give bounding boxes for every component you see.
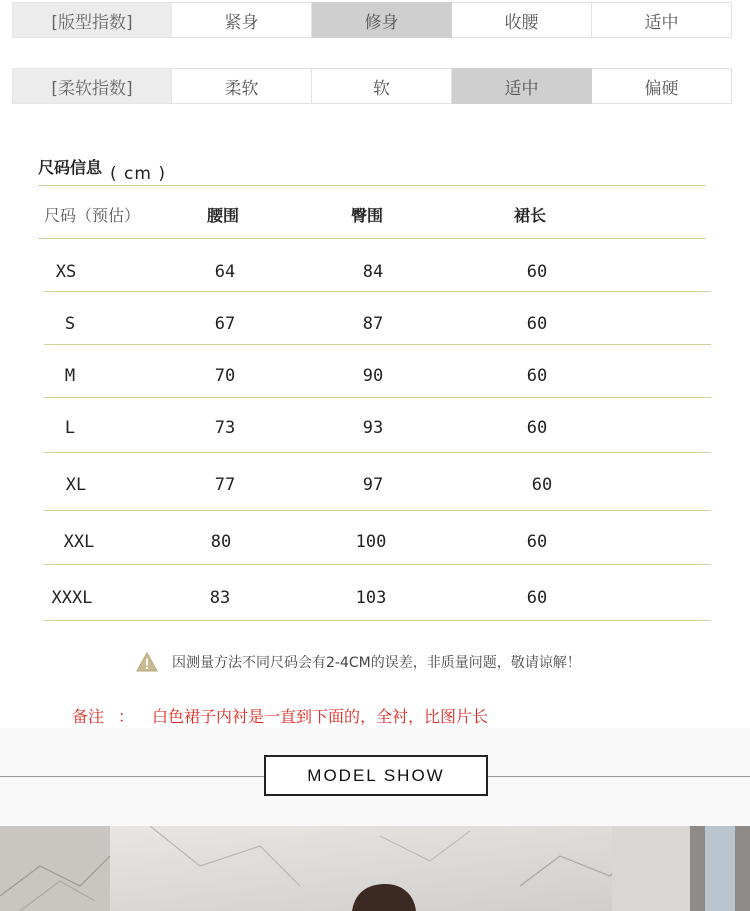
size-row-s-hip: 87 — [362, 314, 384, 334]
column-header-hip: 臀围 — [351, 206, 384, 225]
size-row-m-size: M — [64, 366, 76, 386]
remark-note — [72, 704, 488, 727]
row-divider — [44, 397, 711, 398]
softness-option-firm: 偏硬 — [592, 68, 732, 104]
softness-index-bar — [12, 68, 732, 104]
model-photo — [0, 826, 750, 911]
size-row-l-hip: 93 — [362, 418, 384, 438]
size-row-xxl-skirt-length: 60 — [526, 532, 548, 552]
size-row-m-waist: 70 — [214, 366, 236, 386]
warning-triangle-icon — [136, 652, 158, 672]
softness-option-very-soft: 柔软 — [172, 68, 312, 104]
header-divider — [38, 238, 706, 239]
softness-index-label: [柔软指数] — [12, 68, 172, 104]
fit-index-bar — [12, 2, 732, 38]
warning-text: 因测量方法不同尺码会有2-4CM的误差，非质量问题，敬请谅解！ — [172, 655, 581, 671]
size-row-l-waist: 73 — [214, 418, 236, 438]
fit-option-tight: 紧身 — [172, 2, 312, 38]
size-info-unit: ( cm ) — [110, 164, 166, 184]
row-divider — [44, 452, 711, 453]
size-row-xs-skirt-length: 60 — [526, 262, 548, 282]
size-row-xs-hip: 84 — [362, 262, 384, 282]
size-row-xxl-waist: 80 — [210, 532, 232, 552]
row-divider — [44, 564, 711, 565]
fit-option-regular: 适中 — [592, 2, 732, 38]
fit-option-slim: 修身 — [312, 2, 452, 38]
size-row-xs-size: XS — [55, 262, 77, 282]
row-divider — [44, 291, 711, 292]
size-row-xl-skirt-length: 60 — [531, 475, 553, 495]
size-row-xxxl-waist: 83 — [209, 588, 231, 608]
size-info-title — [38, 155, 166, 184]
column-header-waist: 腰围 — [207, 206, 240, 225]
size-row-xxl-hip: 100 — [355, 532, 387, 552]
row-divider — [44, 620, 711, 621]
row-divider — [44, 510, 711, 511]
size-row-s-size: S — [64, 314, 76, 334]
size-row-xxxl-hip: 103 — [355, 588, 387, 608]
size-row-xxl-size: XXL — [63, 532, 95, 552]
size-row-xs-waist: 64 — [214, 262, 236, 282]
row-divider — [44, 344, 711, 345]
table-top-divider — [38, 185, 706, 186]
size-row-m-hip: 90 — [362, 366, 384, 386]
fit-option-waisted: 收腰 — [452, 2, 592, 38]
size-row-xl-waist: 77 — [214, 475, 236, 495]
fit-index-label: [版型指数] — [12, 2, 172, 38]
size-row-xl-size: XL — [65, 475, 87, 495]
measurement-warning — [136, 652, 581, 672]
softness-option-soft: 软 — [312, 68, 452, 104]
size-row-s-waist: 67 — [214, 314, 236, 334]
remark-separator: ： — [118, 707, 135, 726]
size-row-l-skirt-length: 60 — [526, 418, 548, 438]
size-row-xl-hip: 97 — [362, 475, 384, 495]
softness-option-medium: 适中 — [452, 68, 592, 104]
remark-label: 备注 — [72, 707, 105, 726]
size-row-xxxl-size: XXXL — [51, 588, 93, 608]
model-show-heading: MODEL SHOW — [264, 755, 488, 796]
size-row-s-skirt-length: 60 — [526, 314, 548, 334]
size-info-heading: 尺码信息 — [38, 158, 103, 177]
size-row-xxxl-skirt-length: 60 — [526, 588, 548, 608]
remark-text: 白色裙子内衬是一直到下面的，全衬，比图片长 — [152, 707, 489, 726]
model-photo-image — [0, 826, 750, 911]
size-row-l-size: L — [64, 418, 76, 438]
column-header-size: 尺码（预估） — [44, 206, 141, 225]
column-header-skirt-length: 裙长 — [514, 206, 547, 225]
size-row-m-skirt-length: 60 — [526, 366, 548, 386]
